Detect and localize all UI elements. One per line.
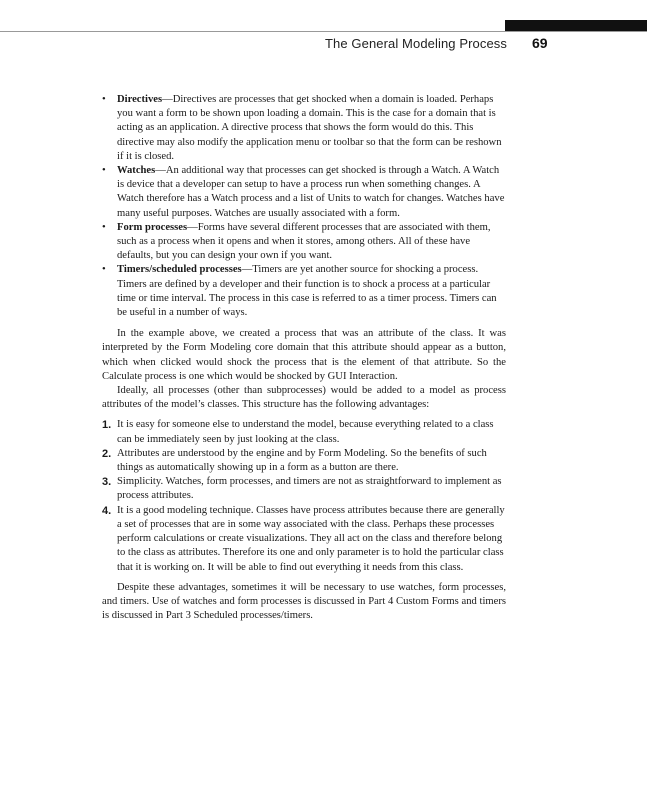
bullet-text: —Timers are yet another source for shocking a process. Timers are defined by a developer and their function is to shock a process at a particular time or time interval. The process in this case is referred to as a timer process. Timers can be useful in a number of ways. [117, 264, 497, 319]
bullet-marker: • [102, 264, 106, 276]
bullet-list [102, 93, 506, 320]
bullet-text: —An additional way that processes can get shocked is through a Watch. A Watch is device that a developer can setup to have a process run when something changes. A Watch therefore has a Watch process and a list of Units to watch for changes. Watches have many useful purposes. Watches are usually associated with a form. [117, 165, 505, 219]
item-number: 4. [102, 504, 112, 517]
list-item [102, 418, 506, 446]
item-number: 3. [102, 476, 112, 489]
bullet-text: —Directives are processes that get shocked when a domain is loaded. Perhaps you want a form to be shown upon loading a domain. This is the case for a domain that is acting as an application. A directive process that shows the form would do this. This directive may also modify the application menu or toolbar so that the form can be reshown if it is closed. [117, 94, 502, 162]
item-text: It is easy for someone else to understand the model, because everything related to a class can be immediately seen by just looking at the class. [117, 419, 494, 445]
item-number: 1. [102, 419, 112, 432]
page-body [102, 93, 506, 623]
header-accent-bar [505, 20, 647, 31]
list-item [102, 447, 506, 475]
item-text: Attributes are understood by the engine and by Form Modeling. So the benefits of such things as automatically showing up in a form as a button are there. [117, 447, 487, 474]
list-item [102, 93, 506, 164]
bullet-term: Directives [117, 94, 163, 105]
list-item [102, 475, 506, 503]
bullet-term: Watches [117, 165, 156, 177]
body-paragraph: Ideally, all processes (other than subprocesses) would be added to a model as process attributes of the model’s classes. This structure has the following advantages: [102, 385, 506, 411]
item-text: Simplicity. Watches, form processes, and timers are not as straightforward to implement as process attributes. [117, 476, 502, 502]
bullet-term: Timers/scheduled processes [117, 264, 242, 276]
numbered-list [102, 418, 506, 574]
body-paragraph: In the example above, we created a process that was an attribute of the class. It was interpreted by the Form Modeling core domain that this attribute should appear as a button, which when clicked would shock the process that is the element of that attribute. So the Calculate process is one which would be shocked by GUI Interaction. [102, 328, 506, 382]
bullet-text: —Forms have several different processes that are associated with them, such as a process when it opens and when it stores, among others. All of these have defaults, but you can design your own if you want. [117, 221, 491, 262]
bullet-marker: • [102, 94, 106, 105]
bullet-marker: • [102, 221, 106, 233]
item-number: 2. [102, 447, 112, 460]
page-number: 69 [532, 35, 548, 51]
item-text: It is a good modeling technique. Classes have process attributes because there are generally a set of processes that are in some way associated with the class. Perhaps these processes perform calculations or create visualizations. They all act on the class and therefore belong to the class as attributes. Therefore its one and only parameter is to hold the particular class that it is working on. It will be able to find out everything it needs from this class. [117, 504, 505, 573]
body-paragraph: Despite these advantages, sometimes it will be necessary to use watches, form processes, and timers. Use of watches and form processes is discussed in Part 4 Custom Forms and timers is discussed in Part 3 Scheduled processes/timers. [102, 581, 506, 622]
list-item [102, 164, 506, 221]
list-item [102, 504, 506, 575]
bullet-term: Form processes [117, 221, 188, 233]
list-item [102, 221, 506, 264]
running-head-title: The General Modeling Process [324, 36, 507, 51]
list-item [102, 263, 506, 320]
bullet-marker: • [102, 165, 106, 177]
header-rule [0, 31, 647, 32]
